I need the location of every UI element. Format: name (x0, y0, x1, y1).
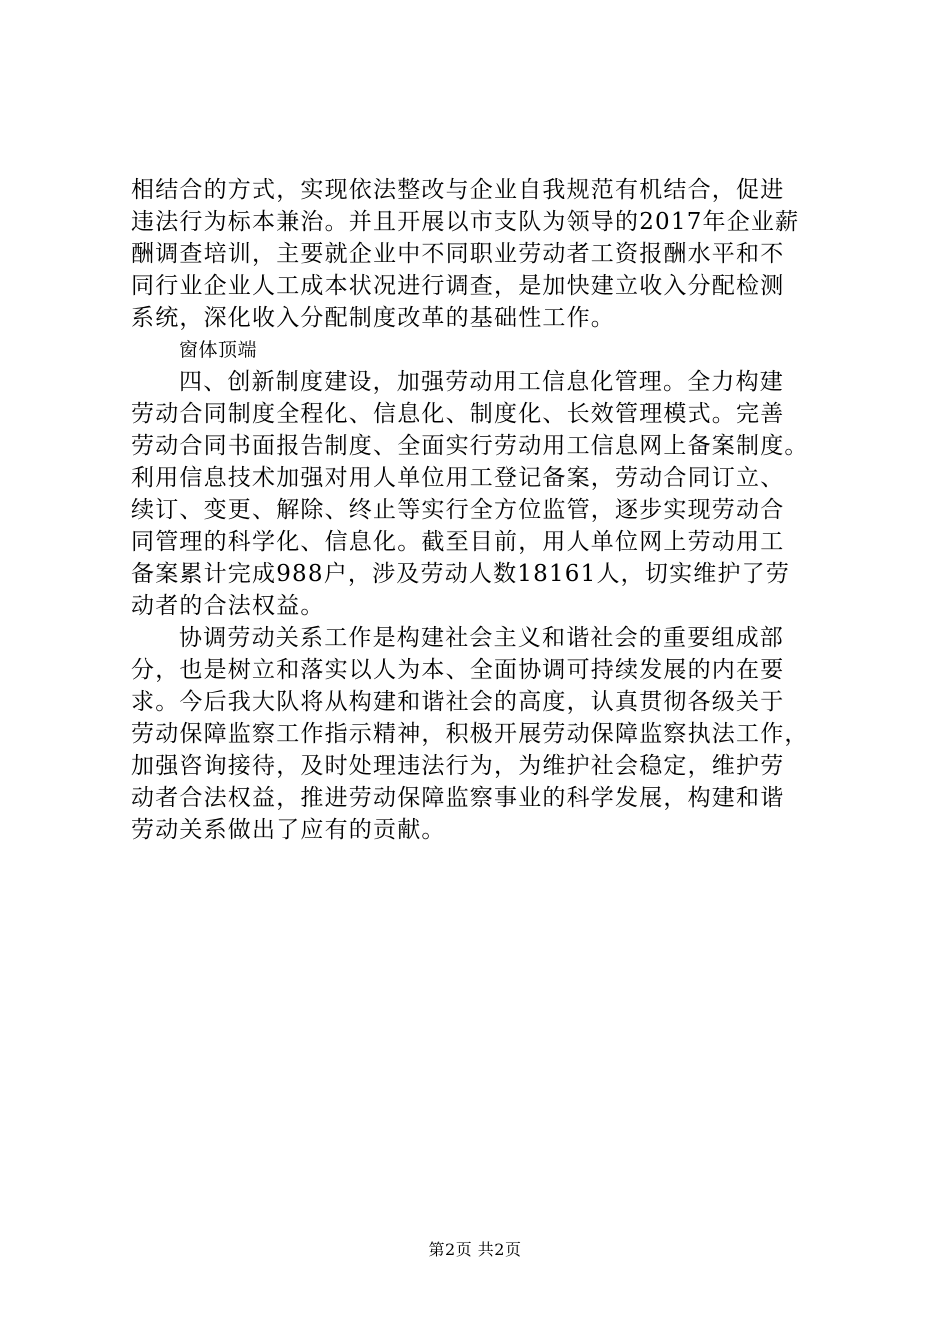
paragraph-4-line-7: 劳动关系做出了应有的贡献。 (131, 817, 446, 843)
paragraph-1-line-1: 相结合的方式，实现依法整改与企业自我规范有机结合，促进 (131, 177, 785, 203)
paragraph-3-line-5: 续订、变更、解除、终止等实行全方位监管，逐步实现劳动合 (131, 497, 785, 523)
paragraph-4-line-5: 加强咨询接待，及时处理违法行为，为维护社会稳定，维护劳 (131, 753, 785, 779)
paragraph-4-line-6: 动者合法权益，推进劳动保障监察事业的科学发展，构建和谐 (131, 785, 785, 811)
paragraph-3-line-2: 劳动合同制度全程化、信息化、制度化、长效管理模式。完善 (131, 401, 785, 427)
paragraph-3-line-1: 四、创新制度建设，加强劳动用工信息化管理。全力构建 (179, 369, 784, 395)
paragraph-4-line-3: 求。今后我大队将从构建和谐社会的高度，认真贯彻各级关于 (131, 689, 785, 715)
paragraph-4-line-2: 分，也是树立和落实以人为本、全面协调可持续发展的内在要 (131, 657, 785, 683)
paragraph-1-line-5: 系统，深化收入分配制度改革的基础性工作。 (131, 305, 615, 331)
paragraph-1-line-4: 同行业企业人工成本状况进行调查，是加快建立收入分配检测 (131, 273, 785, 299)
paragraph-3-line-4: 利用信息技术加强对用人单位用工登记备案，劳动合同订立、 (131, 465, 785, 491)
paragraph-3-line-6: 同管理的科学化、信息化。截至目前，用人单位网上劳动用工 (131, 529, 785, 555)
paragraph-1-line-3: 酬调查培训，主要就企业中不同职业劳动者工资报酬水平和不 (131, 241, 785, 267)
page-number-footer: 第2页 共2页 (428, 1240, 522, 1259)
paragraph-3-line-7: 备案累计完成988户，涉及劳动人数18161人，切实维护了劳 (131, 561, 791, 587)
paragraph-4-line-1: 协调劳动关系工作是构建社会主义和谐社会的重要组成部 (179, 625, 784, 651)
form-top-label: 窗体顶端 (179, 339, 258, 361)
paragraph-4-line-4: 劳动保障监察工作指示精神，积极开展劳动保障监察执法工作， (131, 721, 809, 747)
paragraph-3-line-3: 劳动合同书面报告制度、全面实行劳动用工信息网上备案制度。 (131, 433, 809, 459)
paragraph-1-line-2: 违法行为标本兼治。并且开展以市支队为领导的2017年企业薪 (131, 209, 800, 235)
document-body (131, 174, 851, 846)
paragraph-3-line-8: 动者的合法权益。 (131, 593, 325, 619)
